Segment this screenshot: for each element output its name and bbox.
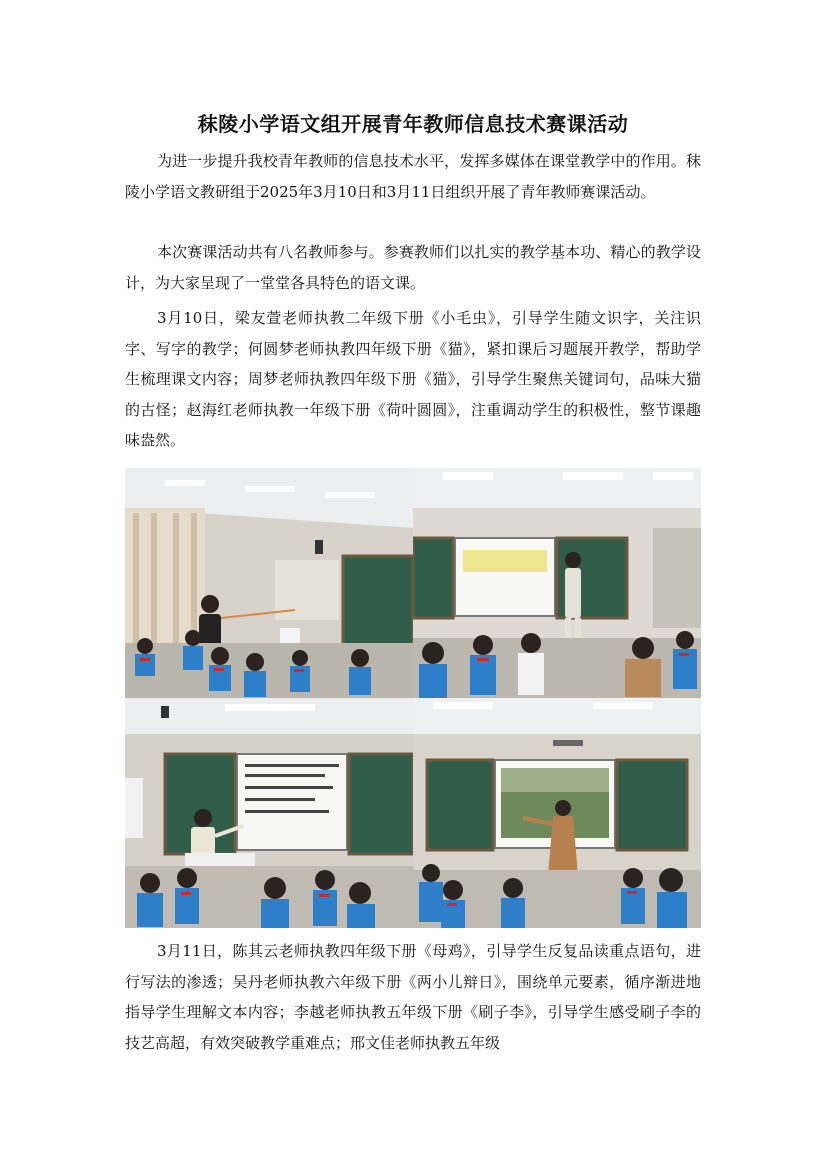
classroom-photo-3 xyxy=(125,698,413,928)
paragraph-participants: 本次赛课活动共有八名教师参与。参赛教师们以扎实的教学基本功、精心的教学设计，为大家呈现了一堂堂各具特色的语文课。 xyxy=(125,243,701,292)
classroom-photo-4 xyxy=(413,698,701,928)
classroom-photo-1 xyxy=(125,468,413,698)
paragraph-march-11: 3月11日，陈其云老师执教四年级下册《母鸡》，引导学生反复品读重点语句，进行写法的渗透；吴丹老师执教六年级下册《两小儿辩日》，围绕单元要素，循序渐进地指导学生理解文本内容；李越老师执教五年级下册《刷子李》，引导学生感受刷子李的技艺高超，有效突破教学重难点；邢文佳老师执教五年级 xyxy=(125,942,701,1052)
classroom-photo-2 xyxy=(413,468,701,698)
photo-collage xyxy=(125,468,701,928)
page-title: 秣陵小学语文组开展青年教师信息技术赛课活动 xyxy=(197,112,629,136)
paragraph-march-10: 3月10日，梁友萱老师执教二年级下册《小毛虫》，引导学生随文识字，关注识字、写字的教学；何圆梦老师执教四年级下册《猫》，紧扣课后习题展开教学，帮助学生梳理课文内容；周梦老师执教四年级下册《猫》，引导学生聚焦关键词句，品味大猫的古怪；赵海红老师执教一年级下册《荷叶圆圆》，注重调动学生的积极性，整节课趣味盎然。 xyxy=(125,309,701,449)
paragraph-intro: 为进一步提升我校青年教师的信息技术水平，发挥多媒体在课堂教学中的作用。秣陵小学语文教研组于2025年3月10日和3月11日组织开展了青年教师赛课活动。 xyxy=(125,152,701,201)
